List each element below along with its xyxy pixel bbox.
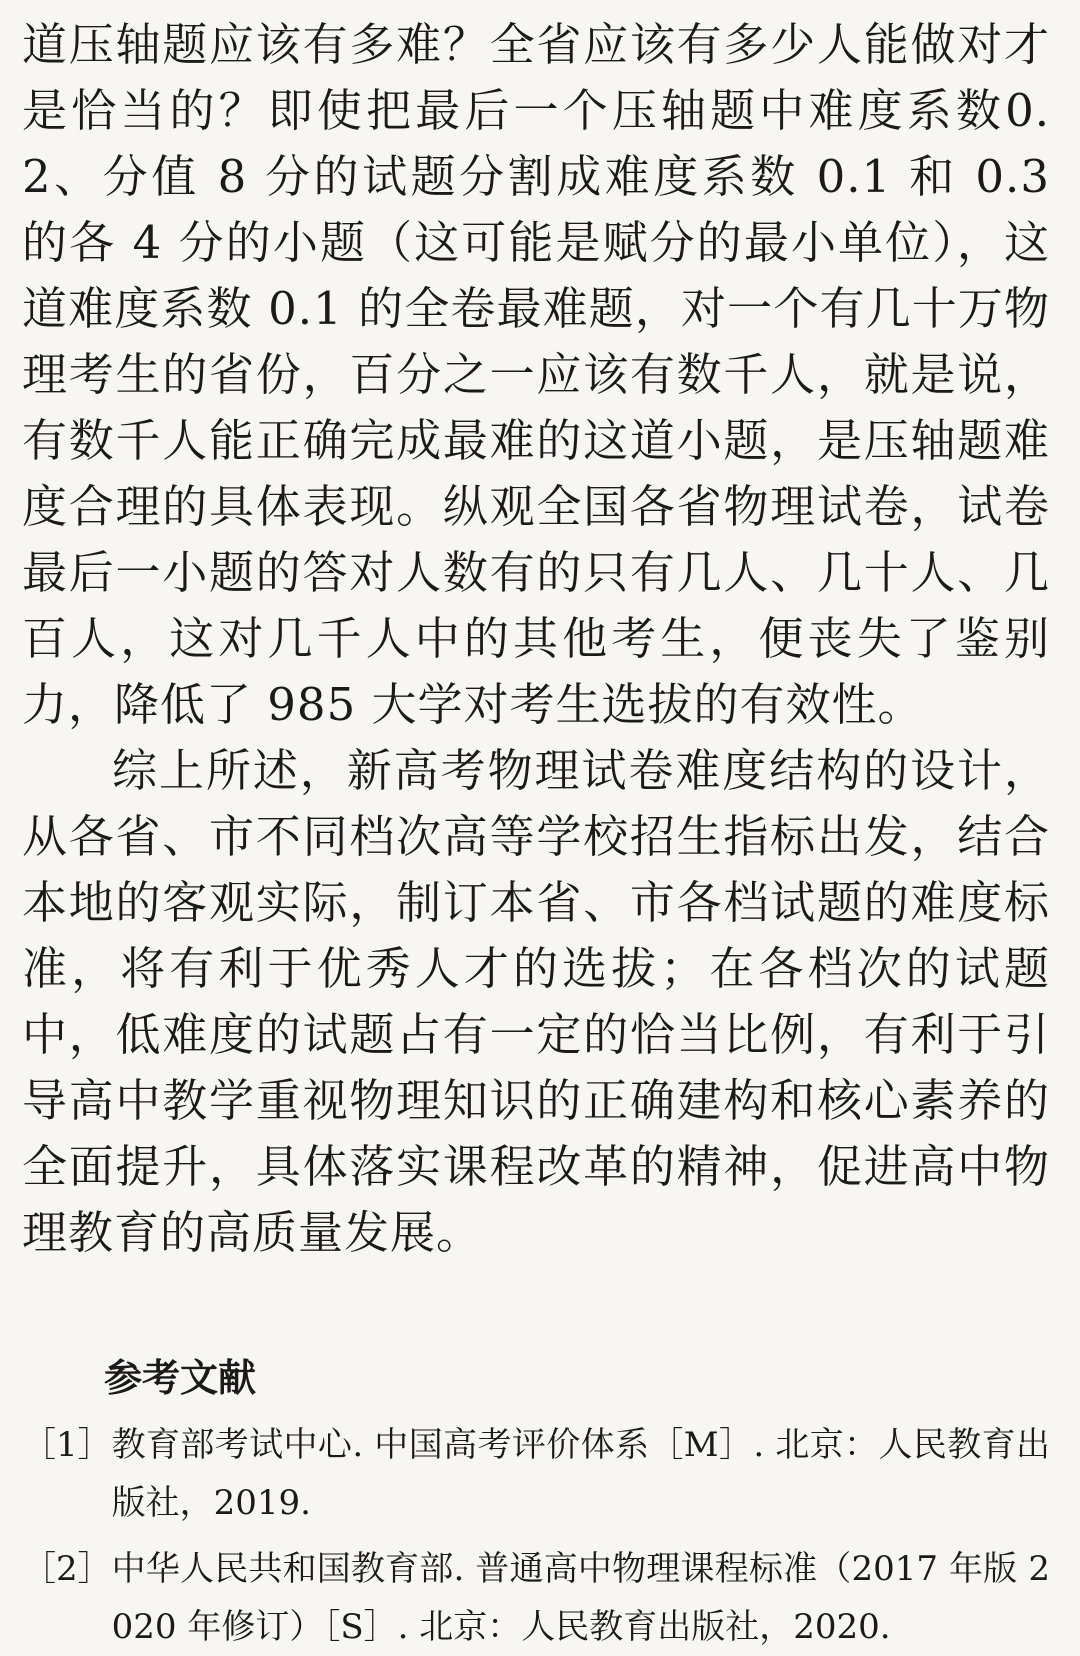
references-section	[22, 1350, 1050, 1656]
reference-item-2	[22, 1540, 1050, 1656]
reference-number: ［2］	[22, 1549, 112, 1589]
reference-number: ［1］	[22, 1425, 112, 1465]
reference-item-1	[22, 1416, 1050, 1532]
reference-text: 中华人民共和国教育部. 普通高中物理课程标准（2017 年版 2020 年修订）［S］. 北京：人民教育出版社，2020.	[111, 1549, 1050, 1647]
paragraph-1: 道压轴题应该有多难？全省应该有多少人能做对才是恰当的？即使把最后一个压轴题中难度系数0.2、分值 8 分的试题分割成难度系数 0.1 和 0.3 的各 4 分的小题（这可能是赋分的最小单位），这道难度系数 0.1 的全卷最难题，对一个有几十万物理考生的省份，百分之一应该有数千人，就是说，有数千人能正确完成最难的这道小题，是压轴题难度合理的具体表现。纵观全国各省物理试卷，试卷最后一小题的答对人数有的只有几人、几十人、几百人，这对几千人中的其他考生，便丧失了鉴别力，降低了 985 大学对考生选拔的有效性。	[22, 18, 1050, 731]
paragraph-2: 综上所述，新高考物理试卷难度结构的设计，从各省、市不同档次高等学校招生指标出发，结合本地的客观实际，制订本省、市各档试题的难度标准，将有利于优秀人才的选拔；在各档次的试题中，低难度的试题占有一定的恰当比例，有利于引导高中教学重视物理知识的正确建构和核心素养的全面提升，具体落实课程改革的精神，促进高中物理教育的高质量发展。	[22, 744, 1050, 1259]
reference-text: 教育部考试中心. 中国高考评价体系［M］. 北京：人民教育出版社，2019.	[111, 1425, 1050, 1523]
body-text	[22, 12, 1050, 1266]
references-heading: 参考文献	[104, 1356, 257, 1400]
